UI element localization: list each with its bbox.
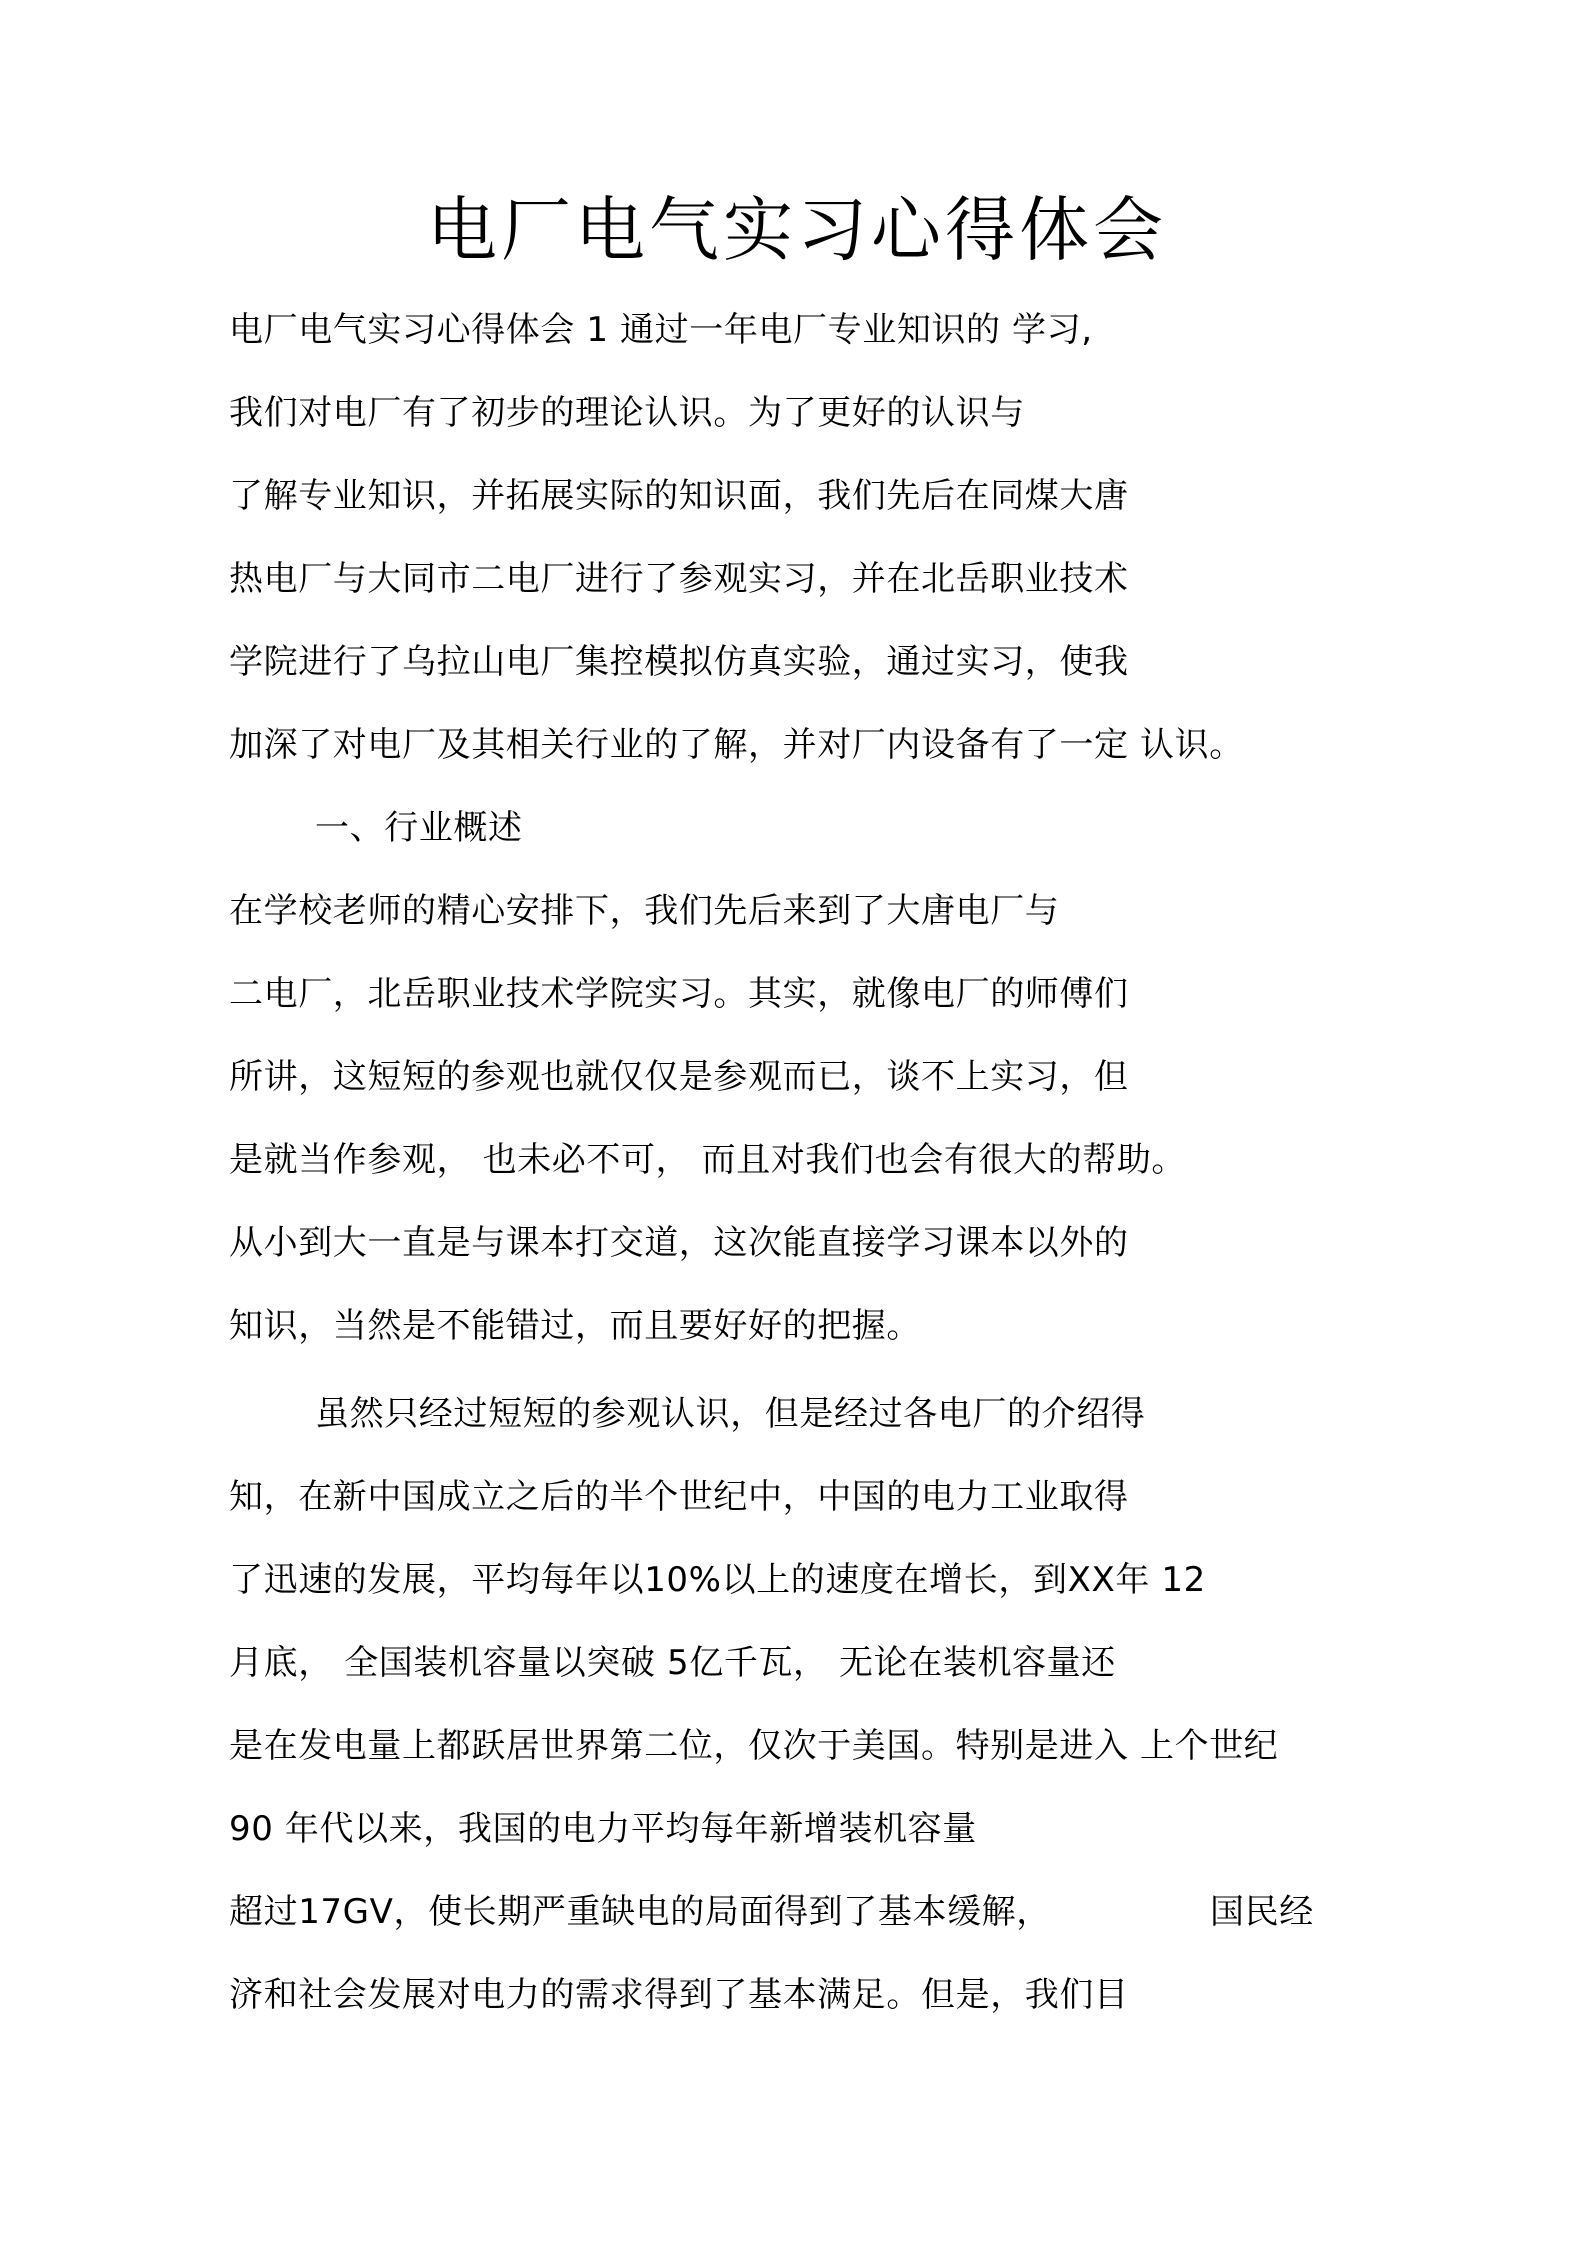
text-line-8: 在学校老师的精心安排下，我们先后来到了大唐电厂与 (229, 891, 1060, 931)
section-heading: 一、行业概述 (315, 808, 523, 848)
text-line-4: 热电厂与大同市二电厂进行了参观实习，并在北岳职业技术 (229, 559, 1129, 599)
text-line-18: 是在发电量上都跃居世界第二位，仅次于美国。特别是进入 上个世纪 (229, 1726, 1279, 1766)
text-line-20-continuation: 国民经 (1210, 1892, 1314, 1932)
text-line-19: 90 年代以来，我国的电力平均每年新增装机容量 (229, 1809, 977, 1849)
text-line-11: 是就当作参观， 也未必不可， 而且对我们也会有很大的帮助。 (229, 1140, 1187, 1180)
text-line-5: 学院进行了乌拉山电厂集控模拟仿真实验，通过实习，使我 (229, 642, 1129, 682)
text-line-2: 我们对电厂有了初步的理论认识。为了更好的认识与 (229, 393, 1025, 433)
text-line-14: 虽然只经过短短的参观认识，但是经过各电厂的介绍得 (315, 1394, 1146, 1434)
text-line-6: 加深了对电厂及其相关行业的了解，并对厂内设备有了一定 认识。 (229, 725, 1244, 765)
text-line-12: 从小到大一直是与课本打交道，这次能直接学习课本以外的 (229, 1223, 1129, 1263)
text-line-9: 二电厂，北岳职业技术学院实习。其实，就像电厂的师傅们 (229, 974, 1129, 1014)
text-line-21: 济和社会发展对电力的需求得到了基本满足。但是，我们目 (229, 1975, 1129, 2015)
text-line-15: 知，在新中国成立之后的半个世纪中，中国的电力工业取得 (229, 1477, 1129, 1517)
text-line-17: 月底， 全国装机容量以突破 5亿千瓦， 无论在装机容量还 (229, 1643, 1116, 1683)
text-line-13: 知识，当然是不能错过，而且要好好的把握。 (229, 1306, 921, 1346)
text-line-3: 了解专业知识，并拓展实际的知识面，我们先后在同煤大唐 (229, 476, 1129, 516)
text-line-10: 所讲，这短短的参观也就仅仅是参观而已，谈不上实习，但 (229, 1057, 1129, 1097)
text-line-20: 超过17GV，使长期严重缺电的局面得到了基本缓解， (229, 1892, 1051, 1932)
text-line-16: 了迅速的发展，平均每年以10%以上的速度在增长，到XX年 12 (229, 1560, 1206, 1600)
document-title: 电厂电气实习心得体会 (427, 189, 1167, 271)
text-line-1: 电厂电气实习心得体会 1 通过一年电厂专业知识的 学习, (229, 310, 1093, 350)
